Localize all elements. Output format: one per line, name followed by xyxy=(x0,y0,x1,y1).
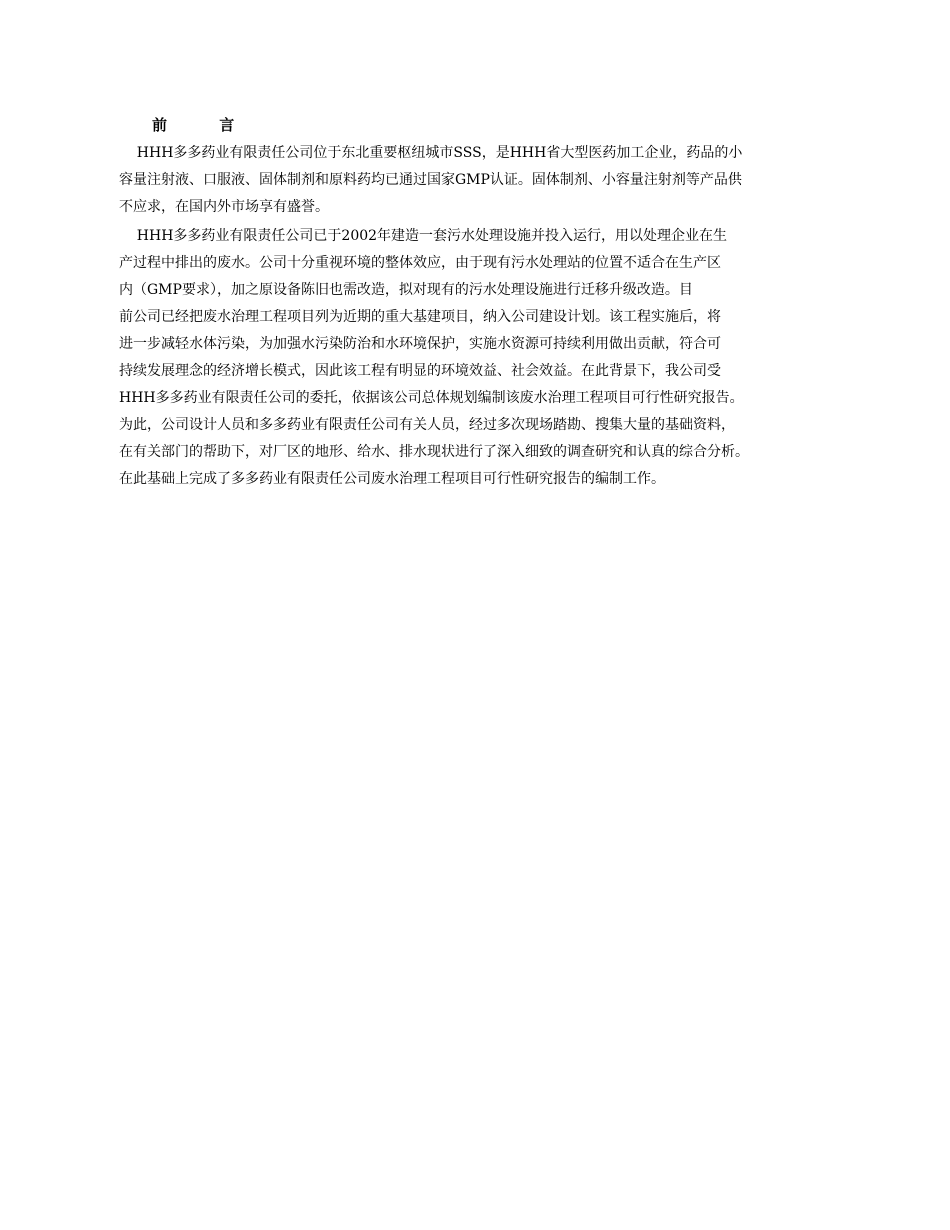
paragraph-line: 在此基础上完成了多多药业有限责任公司废水治理工程项目可行性研究报告的编制工作。 xyxy=(119,471,665,487)
paragraph-line: 前公司已经把废水治理工程项目列为近期的重大基建项目，纳入公司建设计划。该工程实施后，将 xyxy=(119,309,721,325)
paragraph-line: 为此，公司设计人员和多多药业有限责任公司有关人员，经过多次现场踏勘、搜集大量的基础资料， xyxy=(119,417,735,433)
paragraph-line: HHH多多药业有限责任公司位于东北重要枢纽城市SSS，是HHH省大型医药加工企业，药品的小 xyxy=(119,145,743,161)
paragraph-line: 持续发展理念的经济增长模式，因此该工程有明显的环境效益、社会效益。在此背景下，我公司受 xyxy=(119,363,721,379)
page-title: 前 言 xyxy=(152,116,235,134)
paragraph-line: 容量注射液、口服液、固体制剂和原料药均已通过国家GMP认证。固体制剂、小容量注射剂等产品供 xyxy=(119,172,742,188)
paragraph-line: 进一步减轻水体污染，为加强水污染防治和水环境保护，实施水资源可持续利用做出贡献，符合可 xyxy=(119,336,721,352)
paragraph-line: HHH多多药业有限责任公司已于2002年建造一套污水处理设施并投入运行，用以处理企业在生 xyxy=(119,228,728,244)
paragraph-line: 内（GMP要求），加之原设备陈旧也需改造，拟对现有的污水处理设施进行迁移升级改造。目 xyxy=(119,282,693,298)
paragraph-line: 不应求，在国内外市场享有盛誉。 xyxy=(119,199,329,215)
paragraph-line: HHH多多药业有限责任公司的委托，依据该公司总体规划编制该废水治理工程项目可行性研究报告。 xyxy=(119,390,744,406)
paragraph-line: 产过程中排出的废水。公司十分重视环境的整体效应，由于现有污水处理站的位置不适合在生产区 xyxy=(119,255,721,271)
paragraph-line: 在有关部门的帮助下，对厂区的地形、给水、排水现状进行了深入细致的调查研究和认真的综合分析。 xyxy=(119,444,749,460)
